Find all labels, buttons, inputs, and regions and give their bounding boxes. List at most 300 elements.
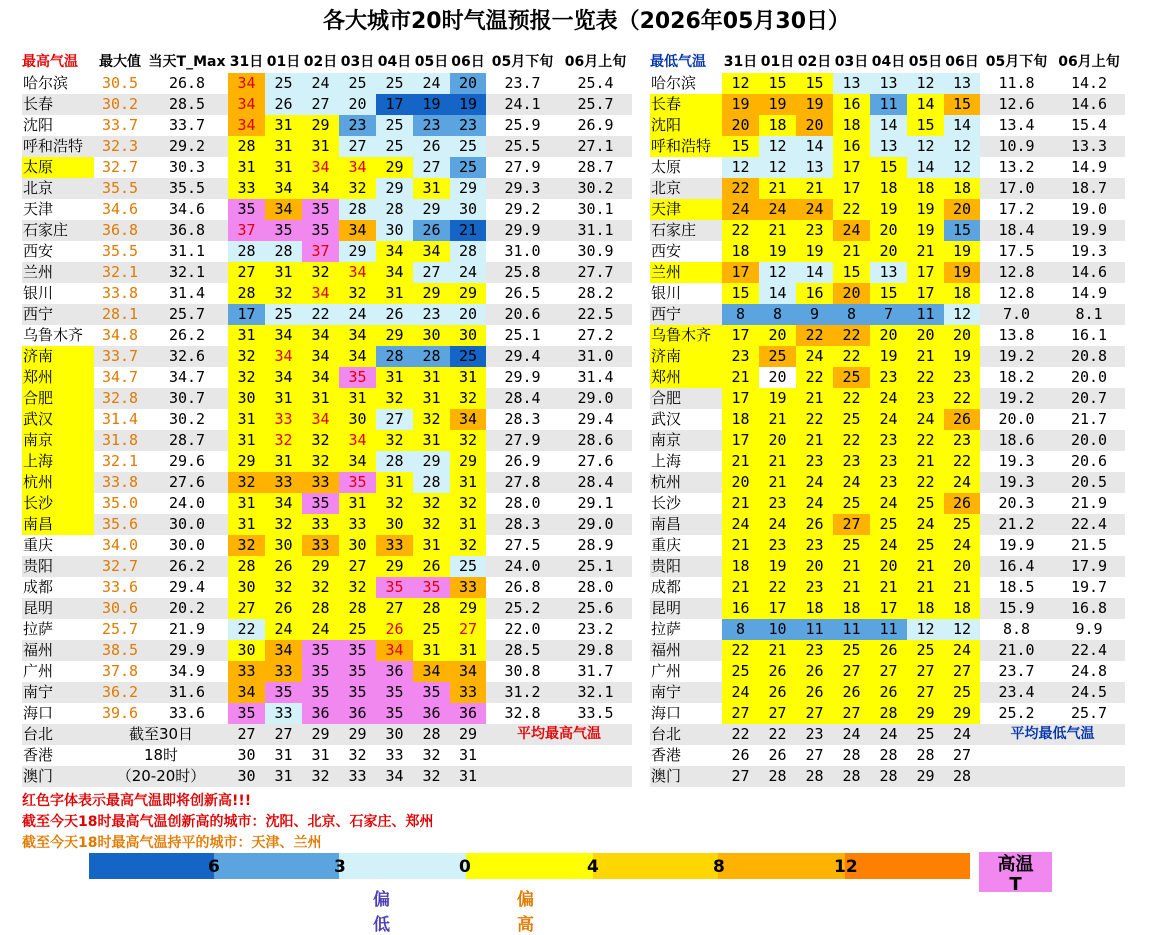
city-cell: 广州 (651, 662, 682, 680)
forecast-cell: 23 (796, 220, 833, 241)
table-row (650, 241, 1125, 262)
forecast-cell: 19 (450, 94, 486, 115)
avg-early-june-cell: 19.9 (1053, 220, 1125, 241)
forecast-cell: 28 (413, 598, 450, 619)
today-max-cell: 26.2 (168, 326, 206, 344)
avg-late-may-cell: 28.3 (486, 514, 559, 535)
avg-early-june-cell: 21.7 (1070, 410, 1108, 428)
city-cell: 北京 (22, 178, 94, 199)
avg-early-june-cell: 25.1 (559, 556, 632, 577)
forecast-cell: 22 (722, 640, 759, 661)
forecast-cell: 32 (228, 535, 265, 556)
extra-note-cell: （20-20时） (94, 766, 228, 787)
column-header: 31日 (723, 54, 758, 70)
avg-late-may-cell: 13.2 (998, 158, 1035, 176)
forecast-cell: 26 (413, 556, 450, 577)
forecast-cell: 24 (944, 724, 980, 745)
forecast-cell: 32 (228, 367, 265, 388)
forecast-cell: 28 (302, 598, 339, 619)
forecast-cell: 33 (339, 766, 376, 787)
forecast-cell: 18 (944, 283, 980, 304)
avg-late-may-cell: 23.7 (998, 662, 1035, 680)
forecast-cell: 7 (870, 304, 907, 325)
forecast-cell: 23 (907, 388, 944, 409)
avg-early-june-cell: 14.6 (1053, 262, 1125, 283)
forecast-cell: 25 (376, 136, 413, 157)
forecast-cell: 18 (833, 115, 870, 136)
forecast-cell: 35 (302, 661, 339, 682)
today-max-cell: 30.2 (168, 410, 206, 428)
forecast-cell: 25 (907, 724, 944, 745)
forecast-cell: 22 (833, 325, 870, 346)
forecast-cell: 20 (796, 556, 833, 577)
avg-late-may-cell: 25.5 (486, 136, 559, 157)
city-cell: 澳门 (22, 766, 94, 787)
column-header: 06月上旬 (1058, 54, 1120, 70)
today-max-cell: 34.9 (168, 662, 206, 680)
avg-early-june-cell: 25.4 (577, 74, 614, 92)
forecast-cell: 31 (228, 325, 265, 346)
avg-early-june-cell: 29.4 (577, 410, 614, 428)
forecast-cell: 28 (376, 199, 413, 220)
forecast-cell: 20 (944, 325, 980, 346)
legend-tick: 3 (334, 857, 346, 877)
city-cell: 天津 (23, 200, 54, 218)
forecast-cell: 31 (265, 115, 302, 136)
forecast-cell: 24 (907, 409, 944, 430)
forecast-cell: 31 (302, 388, 339, 409)
forecast-cell: 30 (376, 220, 413, 241)
avg-late-may-cell: 21.0 (980, 640, 1053, 661)
column-header: 01日 (760, 54, 795, 70)
forecast-cell: 32 (265, 577, 302, 598)
forecast-cell: 21 (907, 577, 944, 598)
table-row (650, 766, 1125, 787)
table-row (22, 367, 632, 388)
forecast-cell: 24 (944, 640, 980, 661)
avg-late-may-cell: 12.6 (980, 94, 1053, 115)
forecast-cell: 13 (796, 157, 833, 178)
forecast-cell: 15 (907, 115, 944, 136)
forecast-cell: 29 (413, 451, 450, 472)
avg-early-june-cell: 24.8 (1070, 662, 1108, 680)
forecast-cell: 34 (339, 346, 376, 367)
city-cell: 济南 (22, 346, 94, 367)
forecast-cell: 15 (722, 136, 759, 157)
forecast-cell: 24 (759, 199, 796, 220)
forecast-cell: 31 (376, 283, 413, 304)
forecast-cell: 34 (376, 262, 413, 283)
forecast-cell: 29 (450, 283, 486, 304)
forecast-cell: 30 (228, 577, 265, 598)
forecast-cell: 21 (833, 556, 870, 577)
max-value-cell: 33.8 (101, 284, 139, 302)
max-value-cell: 36.8 (94, 220, 146, 241)
forecast-cell: 20 (870, 241, 907, 262)
forecast-cell: 20 (450, 73, 486, 94)
forecast-cell: 33 (265, 661, 302, 682)
today-max-cell: 30.0 (146, 514, 228, 535)
forecast-cell: 22 (833, 199, 870, 220)
avg-late-may-cell: 27.8 (486, 472, 559, 493)
forecast-cell: 32 (302, 577, 339, 598)
forecast-cell: 31 (265, 451, 302, 472)
table-row (650, 745, 1125, 766)
forecast-cell: 26 (759, 682, 796, 703)
forecast-cell: 19 (759, 241, 796, 262)
forecast-cell: 22 (796, 325, 833, 346)
avg-late-may-cell: 30.8 (504, 662, 541, 680)
forecast-cell: 13 (833, 73, 870, 94)
forecast-cell: 34 (228, 115, 265, 136)
forecast-cell: 15 (944, 94, 980, 115)
legend-swatch-pale-blue (339, 853, 466, 879)
forecast-cell: 21 (722, 367, 759, 388)
today-max-cell: 32.6 (146, 346, 228, 367)
forecast-cell: 21 (907, 346, 944, 367)
table-row (650, 577, 1125, 598)
table-row (22, 115, 632, 136)
forecast-cell: 24 (722, 514, 759, 535)
city-cell: 哈尔滨 (23, 74, 69, 92)
max-value-cell: 37.8 (101, 662, 139, 680)
forecast-cell: 37 (228, 220, 265, 241)
avg-early-june-cell: 9.9 (1075, 620, 1103, 638)
avg-early-june-cell: 24.5 (1053, 682, 1125, 703)
city-cell: 南京 (650, 430, 722, 451)
table-row (650, 640, 1125, 661)
avg-late-may-cell: 17.0 (980, 178, 1053, 199)
avg-late-may-cell: 29.4 (486, 346, 559, 367)
forecast-cell: 33 (339, 514, 376, 535)
forecast-cell: 34 (450, 661, 486, 682)
forecast-cell: 18 (907, 598, 944, 619)
forecast-cell: 22 (907, 472, 944, 493)
forecast-cell: 21 (907, 556, 944, 577)
table-row (22, 430, 632, 451)
forecast-cell: 32 (339, 283, 376, 304)
forecast-cell: 31 (228, 409, 265, 430)
table-row (22, 661, 632, 682)
forecast-cell: 27 (376, 598, 413, 619)
forecast-cell: 31 (228, 493, 265, 514)
forecast-cell: 32 (339, 178, 376, 199)
forecast-cell: 18 (722, 241, 759, 262)
column-header: 06月上旬 (564, 54, 627, 70)
city-cell: 哈尔滨 (651, 74, 697, 92)
table-row (650, 346, 1125, 367)
forecast-cell: 28 (228, 136, 265, 157)
avg-late-may-cell: 29.3 (486, 178, 559, 199)
today-max-cell: 21.9 (168, 620, 206, 638)
legend-swatch-dark-orange (845, 853, 970, 879)
forecast-cell: 12 (722, 73, 759, 94)
avg-late-may-cell: 26.8 (504, 578, 541, 596)
forecast-cell: 34 (228, 682, 265, 703)
forecast-cell: 31 (450, 766, 486, 787)
avg-late-may-cell: 23.7 (504, 74, 541, 92)
forecast-cell: 31 (413, 430, 450, 451)
avg-late-may-cell: 7.0 (980, 304, 1053, 325)
avg-late-may-cell: 29.2 (504, 200, 541, 218)
forecast-cell: 24 (833, 220, 870, 241)
today-max-cell: 29.6 (168, 452, 206, 470)
avg-late-may-cell: 13.8 (998, 326, 1035, 344)
forecast-cell: 25 (722, 661, 759, 682)
forecast-cell: 25 (759, 346, 796, 367)
table-row (22, 94, 632, 115)
forecast-cell: 35 (413, 577, 450, 598)
city-cell: 南宁 (22, 682, 94, 703)
forecast-cell: 13 (870, 136, 907, 157)
forecast-cell: 17 (722, 262, 759, 283)
forecast-cell: 20 (759, 325, 796, 346)
avg-early-june-cell: 17.9 (1053, 556, 1125, 577)
table-row (650, 619, 1125, 640)
legend-swatch-deep-blue (89, 853, 214, 879)
table-header-row (22, 52, 632, 73)
avg-late-may-cell: 23.4 (980, 682, 1053, 703)
city-cell: 重庆 (651, 536, 682, 554)
forecast-cell: 35 (302, 493, 339, 514)
avg-late-may-cell: 17.5 (998, 242, 1035, 260)
forecast-cell: 26 (413, 220, 450, 241)
note-red-font: 红色字体表示最高气温即将创新高!!! (22, 793, 252, 809)
city-cell: 沈阳 (650, 115, 722, 136)
table-row (22, 451, 632, 472)
forecast-cell: 17 (833, 178, 870, 199)
forecast-cell: 32 (413, 514, 450, 535)
forecast-cell: 22 (833, 346, 870, 367)
max-value-cell: 34.7 (101, 368, 139, 386)
forecast-cell: 12 (944, 619, 980, 640)
avg-early-june-cell: 31.7 (577, 662, 614, 680)
forecast-cell: 32 (228, 472, 265, 493)
avg-late-may-cell: 26.5 (504, 284, 541, 302)
city-cell: 昆明 (650, 598, 722, 619)
forecast-cell: 17 (870, 598, 907, 619)
forecast-cell: 23 (796, 640, 833, 661)
avg-late-may-cell: 20.3 (998, 494, 1035, 512)
avg-early-june-cell: 14.6 (1053, 94, 1125, 115)
avg-late-may-cell: 25.9 (504, 116, 541, 134)
forecast-cell: 35 (228, 703, 265, 724)
avg-early-june-cell: 28.0 (577, 578, 614, 596)
forecast-cell: 23 (870, 472, 907, 493)
max-value-cell: 39.6 (101, 704, 139, 722)
city-cell: 贵阳 (650, 556, 722, 577)
forecast-cell: 19 (907, 199, 944, 220)
forecast-cell: 34 (302, 367, 339, 388)
forecast-cell: 16 (833, 136, 870, 157)
forecast-cell: 26 (796, 661, 833, 682)
forecast-cell: 24 (870, 493, 907, 514)
avg-late-may-cell: 19.2 (980, 346, 1053, 367)
forecast-cell: 29 (450, 178, 486, 199)
max-value-cell: 32.3 (94, 136, 146, 157)
max-value-cell: 32.7 (101, 158, 139, 176)
avg-legend-cell (980, 766, 1125, 787)
forecast-cell: 19 (759, 388, 796, 409)
forecast-cell: 32 (302, 262, 339, 283)
city-cell: 杭州 (650, 472, 722, 493)
avg-early-june-cell: 22.5 (559, 304, 632, 325)
forecast-cell: 33 (228, 178, 265, 199)
forecast-cell: 34 (339, 451, 376, 472)
forecast-cell: 31 (228, 157, 265, 178)
city-cell: 香港 (23, 746, 54, 764)
city-cell: 福州 (650, 640, 722, 661)
max-value-cell: 35.0 (101, 494, 139, 512)
table-row (650, 262, 1125, 283)
forecast-cell: 27 (339, 136, 376, 157)
forecast-cell: 33 (450, 682, 486, 703)
forecast-cell: 11 (870, 94, 907, 115)
forecast-cell: 33 (385, 746, 404, 764)
city-cell: 上海 (651, 452, 682, 470)
forecast-cell: 19 (722, 94, 759, 115)
forecast-cell: 25 (450, 556, 486, 577)
forecast-cell: 8 (722, 304, 759, 325)
forecast-cell: 20 (833, 283, 870, 304)
table-row (22, 724, 632, 745)
column-header: 最低气温 (650, 54, 706, 70)
forecast-cell: 17 (907, 262, 944, 283)
forecast-cell: 30 (228, 388, 265, 409)
forecast-cell: 10 (759, 619, 796, 640)
legend-hot-swatch (979, 852, 1052, 892)
forecast-cell: 25 (265, 73, 302, 94)
forecast-cell: 34 (265, 640, 302, 661)
forecast-cell: 30 (228, 640, 265, 661)
max-value-cell: 32.8 (94, 388, 146, 409)
forecast-cell: 28 (413, 346, 450, 367)
forecast-cell: 31 (450, 367, 486, 388)
forecast-cell: 24 (833, 724, 870, 745)
city-cell: 南昌 (650, 514, 722, 535)
max-value-cell: 31.8 (94, 430, 146, 451)
today-max-cell: 31.4 (168, 284, 206, 302)
avg-early-june-cell: 29.0 (559, 388, 632, 409)
forecast-cell: 17 (722, 388, 759, 409)
table-row (22, 241, 632, 262)
city-cell: 贵阳 (22, 556, 94, 577)
forecast-cell: 35 (413, 682, 450, 703)
forecast-cell: 33 (265, 703, 302, 724)
forecast-cell: 17 (759, 598, 796, 619)
forecast-cell: 23 (413, 304, 450, 325)
avg-late-may-cell: 27.5 (504, 536, 541, 554)
avg-early-june-cell: 30.9 (577, 242, 614, 260)
column-header: 05日 (908, 54, 943, 70)
table-row (22, 472, 632, 493)
forecast-cell: 21 (722, 535, 759, 556)
forecast-cell: 27 (833, 514, 870, 535)
forecast-cell: 18 (796, 598, 833, 619)
forecast-cell: 30 (339, 409, 376, 430)
forecast-cell: 20 (759, 367, 796, 388)
max-value-cell: 32.1 (94, 262, 146, 283)
legend-hot-label-sub: T (1009, 874, 1022, 892)
avg-late-may-cell: 16.4 (980, 556, 1053, 577)
avg-late-may-cell: 29.9 (486, 220, 559, 241)
forecast-cell: 21 (759, 640, 796, 661)
avg-early-june-cell: 32.1 (559, 682, 632, 703)
city-cell: 银川 (23, 284, 54, 302)
forecast-cell: 31 (265, 262, 302, 283)
forecast-cell: 21 (759, 451, 796, 472)
max-value-cell: 35.5 (94, 178, 146, 199)
forecast-cell: 25 (944, 682, 980, 703)
forecast-cell: 25 (339, 73, 376, 94)
forecast-cell: 27 (265, 724, 302, 745)
avg-late-may-cell: 26.9 (504, 452, 541, 470)
city-cell: 成都 (651, 578, 682, 596)
note-tied-record: 截至今天18时最高气温持平的城市：天津、兰州 (22, 835, 322, 851)
forecast-cell: 33 (376, 535, 413, 556)
avg-late-may-cell: 28.5 (486, 640, 559, 661)
forecast-cell: 27 (228, 598, 265, 619)
forecast-cell: 33 (228, 661, 265, 682)
max-value-cell: 35.5 (101, 242, 139, 260)
forecast-cell: 28 (450, 241, 486, 262)
forecast-cell: 32 (265, 283, 302, 304)
avg-early-june-cell: 30.1 (577, 200, 614, 218)
forecast-cell: 30 (228, 766, 265, 787)
forecast-cell: 13 (870, 73, 907, 94)
forecast-cell: 17 (907, 283, 944, 304)
max-value-cell: 38.5 (94, 640, 146, 661)
city-cell: 太原 (22, 157, 94, 178)
avg-legend-cell: 平均最低气温 (980, 724, 1125, 745)
column-header: 31日 (229, 54, 264, 70)
avg-early-june-cell: 28.7 (577, 158, 614, 176)
column-header: 03日 (340, 54, 375, 70)
max-value-cell: 34.0 (101, 536, 139, 554)
forecast-cell: 27 (833, 661, 870, 682)
forecast-cell: 12 (907, 73, 944, 94)
forecast-cell: 35 (376, 703, 413, 724)
forecast-cell: 22 (759, 724, 796, 745)
forecast-cell: 21 (759, 178, 796, 199)
forecast-cell: 27 (944, 661, 980, 682)
forecast-cell: 28 (916, 746, 935, 764)
forecast-cell: 35 (302, 199, 339, 220)
forecast-cell: 34 (265, 325, 302, 346)
avg-late-may-cell: 18.5 (998, 578, 1035, 596)
forecast-cell: 15 (870, 157, 907, 178)
forecast-cell: 34 (376, 640, 413, 661)
forecast-cell: 19 (796, 94, 833, 115)
table-row (22, 304, 632, 325)
forecast-cell: 31 (413, 535, 450, 556)
forecast-cell: 34 (339, 430, 376, 451)
max-value-cell: 33.7 (94, 346, 146, 367)
forecast-cell: 34 (302, 178, 339, 199)
forecast-cell: 20 (907, 325, 944, 346)
forecast-cell: 35 (339, 472, 376, 493)
legend-hot-label: 高温 (997, 854, 1034, 875)
forecast-cell: 31 (274, 746, 293, 764)
forecast-cell: 27 (759, 703, 796, 724)
forecast-cell: 29 (450, 451, 486, 472)
forecast-cell: 31 (339, 388, 376, 409)
city-cell: 石家庄 (22, 220, 94, 241)
today-max-cell: 33.7 (168, 116, 206, 134)
legend-tick: 0 (459, 857, 471, 877)
column-header: 03日 (834, 54, 869, 70)
city-cell: 西宁 (650, 304, 722, 325)
